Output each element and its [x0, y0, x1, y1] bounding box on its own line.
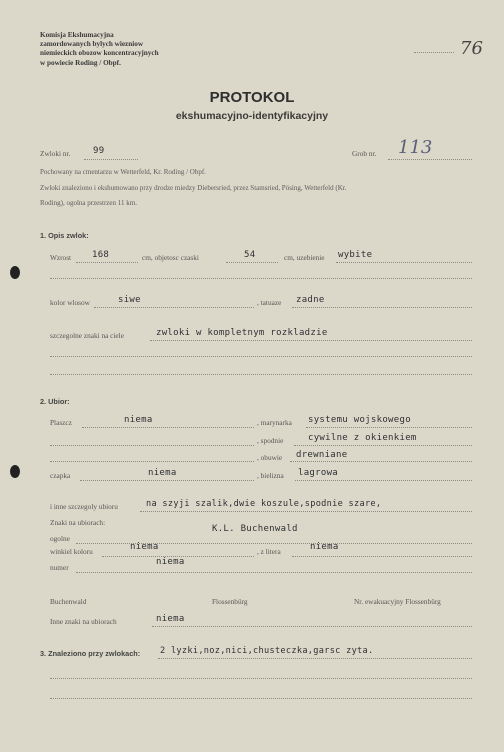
- wlosy-label: kolor wlosow: [50, 298, 90, 307]
- punch-hole-top: [10, 266, 20, 279]
- zwloki-line: [84, 159, 138, 160]
- numer-value: niema: [156, 557, 185, 567]
- grob-label: Grob nr.: [352, 149, 377, 158]
- section3-line: [158, 658, 472, 659]
- marynarka-value: systemu wojskowego: [308, 415, 411, 425]
- obuwie-label: , obuwie: [257, 453, 283, 462]
- plaszcz-value: niema: [124, 415, 153, 425]
- spodnie-left-line: [50, 445, 254, 446]
- blank-line-3: [50, 374, 472, 375]
- column-buchenwald: Buchenwald: [50, 597, 87, 606]
- uzebienie-line: [336, 262, 472, 263]
- tatuaze-line: [292, 307, 472, 308]
- plaszcz-label: Plaszcz: [50, 418, 72, 427]
- wlosy-value: siwe: [118, 295, 141, 305]
- page-title: PROTOKOL: [209, 89, 295, 106]
- litera-value: niema: [310, 542, 339, 552]
- page-number: 76: [460, 38, 483, 59]
- bielizna-label: , bielizna: [257, 471, 284, 480]
- cm-czaska-label: cm, objetosc czaski: [142, 253, 199, 262]
- spodnie-label: , spodnie: [257, 436, 284, 445]
- spodnie-value: cywilne z okienkiem: [308, 433, 417, 443]
- org-line-1: Komisja Ekshumacyjna: [40, 31, 114, 39]
- grob-value: 113: [398, 137, 433, 158]
- section3-heading: 3. Znaleziono przy zwlokach:: [40, 649, 141, 658]
- ogolne-value: K.L. Buchenwald: [212, 524, 298, 534]
- bielizna-line: [295, 480, 472, 481]
- inne-value: na szyji szalik,dwie koszule,spodnie szare,: [146, 499, 382, 509]
- grob-line: [388, 159, 472, 160]
- czaska-line: [226, 262, 278, 263]
- org-header: [40, 31, 159, 68]
- obuwie-left-line: [50, 461, 254, 462]
- inne-znaki-label: Inne znaki na ubiorach: [50, 617, 117, 626]
- marynarka-label: , marynarka: [257, 418, 292, 427]
- ogolne-label: ogolne: [50, 534, 70, 543]
- litera-label: , z litera: [257, 547, 281, 556]
- znaki-value: zwloki w kompletnym rozkladzie: [156, 328, 328, 338]
- wzrost-value: 168: [92, 250, 110, 260]
- obuwie-line: [290, 461, 472, 462]
- plaszcz-line: [82, 427, 254, 428]
- blank-line-4: [50, 678, 472, 679]
- cm-uzebienie-label: cm, uzebienie: [284, 253, 325, 262]
- bielizna-value: lagrowa: [298, 468, 339, 478]
- blank-line-1: [50, 278, 472, 279]
- obuwie-value: drewniane: [296, 450, 348, 460]
- inne-znaki-value: niema: [156, 614, 185, 624]
- inne-label: i inne szczegoly ubioru: [50, 502, 118, 511]
- winkiel-label: winkiel koloru: [50, 547, 93, 556]
- blank-line-5: [50, 698, 472, 699]
- found-line-2: Roding), ogolna przestrzen 11 km.: [40, 199, 137, 207]
- numer-label: numer: [50, 563, 69, 572]
- czapka-line: [80, 480, 254, 481]
- section2-heading: 2. Ubior:: [40, 397, 70, 406]
- winkiel-value: niema: [130, 542, 159, 552]
- zwloki-label: Zwloki nr.: [40, 149, 71, 158]
- wzrost-line: [76, 262, 138, 263]
- column-flossenburg: Flossenbürg: [212, 597, 248, 606]
- punch-hole-bottom: [10, 465, 20, 478]
- czapka-label: czapka: [50, 471, 71, 480]
- burial-line: Pochowany na cmentarzu w Wetterfeld, Kr. Roding / Obpf.: [40, 168, 206, 176]
- znaki-line: [150, 340, 472, 341]
- page-subtitle: ekshumacyjno-identyfikacyjny: [175, 110, 329, 122]
- found-line-1: Zwloki znaleziono i ekshumowano przy drodze miedzy Diebersried, przez Stamsried, Pösing, Wetterfeld (Kr.: [40, 184, 347, 192]
- org-line-3: niemieckich obozow koncentracyjnych: [40, 49, 159, 58]
- tatuaze-value: zadne: [296, 295, 325, 305]
- znaki-label: szczegolne znaki na ciele: [50, 331, 124, 340]
- page-number-line: [414, 52, 454, 53]
- czaska-value: 54: [244, 250, 256, 260]
- czapka-value: niema: [148, 468, 177, 478]
- inne-znaki-line: [152, 626, 472, 627]
- org-line-2: zamordowanych bylych wiezniow: [40, 40, 144, 49]
- wlosy-line: [94, 307, 254, 308]
- section3-value: 2 lyzki,noz,nici,chusteczka,garsc zyta.: [160, 646, 374, 656]
- section1-heading: 1. Opis zwlok:: [40, 231, 89, 240]
- blank-line-2: [50, 356, 472, 357]
- marynarka-line: [306, 427, 472, 428]
- zwloki-value: 99: [93, 146, 105, 156]
- wzrost-label: Wzrost: [50, 253, 72, 262]
- numer-line: [76, 572, 472, 573]
- spodnie-line: [294, 445, 472, 446]
- uzebienie-value: wybite: [338, 250, 373, 260]
- tatuaze-label: , tatuaze: [257, 298, 282, 307]
- org-line-4: w powiecie Roding / Obpf.: [40, 58, 121, 67]
- litera-line: [292, 556, 472, 557]
- column-evacuation-number: Nr. ewakuacyjny Flossenbürg: [354, 597, 441, 606]
- inne-line: [140, 511, 472, 512]
- znaki-ubior-label: Znaki na ubiorach:: [50, 518, 106, 527]
